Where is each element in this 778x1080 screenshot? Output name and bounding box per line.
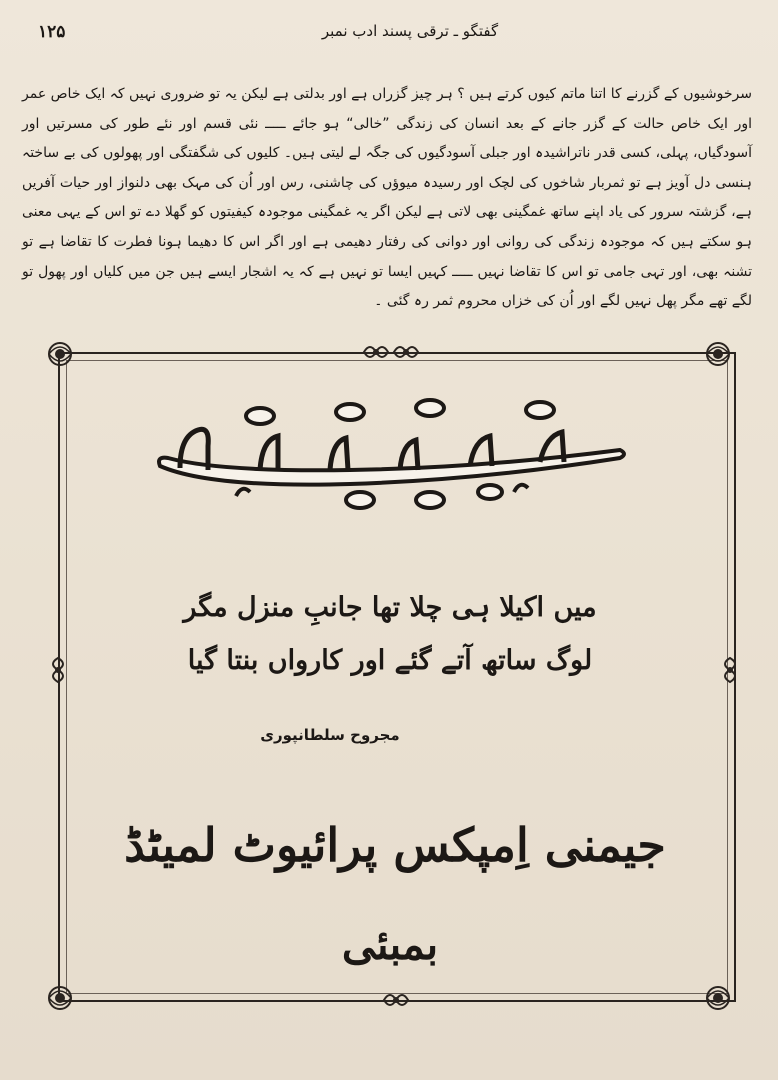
- top-center-ornament-icon: [392, 338, 420, 366]
- corner-ornament-icon: [704, 984, 732, 1012]
- poet-name: مجروح سلطانپوری: [260, 726, 400, 744]
- bottom-center-ornament-icon: [382, 986, 410, 1014]
- running-head: گفتگو ـ ترقی پسند ادب نمبر: [321, 22, 499, 40]
- right-side-ornament-icon: [716, 656, 744, 684]
- corner-ornament-icon: [46, 984, 74, 1012]
- greeting-calligraphy: [150, 396, 640, 516]
- top-center-ornament-icon: [362, 338, 390, 366]
- article-paragraph: سرخوشیوں کے گزرنے کا اتنا ماتم کیوں کرتے ہیں ؟ ہر چیز گزراں ہے اور بدلتی ہے لیکن یہ تو ضروری نہیں کہ ایک خاص عمر اور ایک خاص حالت کے گزر جانے کے بعد انسان کی زندگی ”خالی“ ہو جائے ـــــ نئی قسم اور نئے طور کی مسرتیں اور آسودگیاں، پہلی، کسی قدر ناتراشیدہ اور جبلی آسودگیوں کی جگہ لے لیتی ہیں۔ کلیوں کی شگفتگی اور پھولوں کی بے ساختہ ہنسی دل آویز ہے تو ثمربار شاخوں کی لچک اور رسیدہ میوؤں کی چاشنی، رس اور اُن کی مہک بھی دلنواز اور حیات آفریں ہے، گزشتہ سرور کی یاد اپنے ساتھ غمگینی بھی لاتی ہے لیکن اگر یہ غمگینی موجودہ کیفیتوں کو گھلا دے تو اس کے یہی معنی ہو سکتے ہیں کہ موجودہ زندگی کی روانی اور دوانی کی رفتار دھیمی ہے اور اگر اس کا دھیما ہونا فطرت کا تقاضا ہے تو تشنہ بھی، اور تہی جامی تو اس کا تقاضا نہیں ـــــ کہیں ایسا تو نہیں ہے کہ یہ اشجار ایسے ہیں جن میں کلیاں اور پھول تو لگے تھے مگر پھل نہیں لگے اور اُن کی خزاں محروم ثمر رہ گئی ۔: [22, 86, 752, 310]
- left-side-ornament-icon: [44, 656, 72, 684]
- page-number: ۱۲۵: [38, 22, 66, 42]
- corner-ornament-icon: [704, 340, 732, 368]
- verse-line-2: لوگ ساتھ آتے گئے اور کارواں بنتا گیا: [187, 645, 593, 676]
- verse-line-1: میں اکیلا ہی چلا تھا جانبِ منزل مگر: [183, 592, 597, 623]
- corner-ornament-icon: [46, 340, 74, 368]
- company-name: جیمنی اِمپکس پرائیوٹ لمیٹڈ: [124, 818, 666, 872]
- company-city: بمبئی: [341, 920, 439, 969]
